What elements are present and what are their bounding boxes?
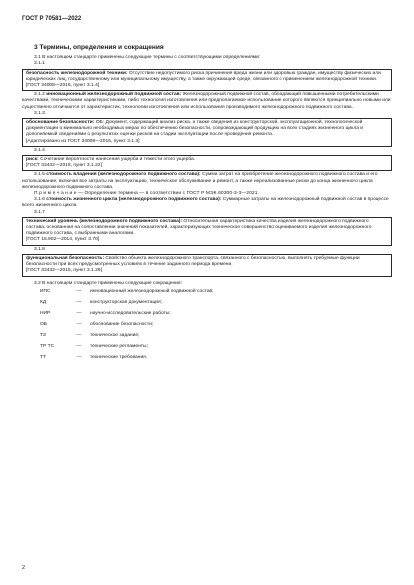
paragraph-3-1: 3.1 В настоящем стандарте применены следующие термины с соответствующими определениями:: [34, 55, 261, 61]
term-3-1-6-term: стоимость жизненного цикла (железнодорожного подвижного состава):: [46, 197, 222, 203]
abbreviation-row: [40, 298, 392, 309]
document-page: [22, 16, 392, 364]
term-3-1-1-number: 3.1.1: [34, 61, 45, 67]
term-box-3-1-4: [22, 155, 392, 171]
term-3-1-4-definition: Сочетание вероятности нанесения ущерба и тяжести этого ущерба.: [38, 157, 196, 163]
term-box-3-1-7: [22, 217, 392, 246]
abbreviation-dash: —: [76, 333, 82, 339]
term-3-1-5-definition: Сумма затрат на приобретение железнодорожного подвижного состава и его использование, включая все затраты на эксплуатацию, техническое обслуживание и ремонт, а также нереализованные риски до конца жизненного цикла железнодорожного подвижного состава.: [22, 172, 378, 190]
abbreviation-dash: —: [76, 289, 82, 295]
term-3-1-6-definition: Суммарные затраты на железнодорожный подвижной состав в процессе всего жизненного цикла.: [22, 197, 389, 209]
term-box-3-1-1: [22, 69, 392, 92]
term-3-1-3-definition: ОБ: Документ, содержащий анализ риска, а также сведения из конструкторской, эксплуатационной, технологической документации о минимально необходимых мерах по обеспечению безопасности, сопровождающий продукцию на всех стадиях жизненного цикла и дополняемый сведениями о результатах оценки рисков на стадии эксплуатации после проведения ремонта.: [26, 120, 364, 138]
abbreviation-row: [40, 287, 392, 298]
term-3-1-7-definition: Относительная характеристика качества изделия железнодорожного подвижного состава, основанная на сопоставлении значений показателей, характеризующих техническое совершенство оцениваемого изделия железнодорожного подвижного состава, с выбранными аналогами.: [26, 218, 372, 237]
term-3-1-4-term: риск:: [26, 157, 39, 163]
term-3-1-2-term: инновационный железнодорожный подвижной состав:: [46, 92, 182, 98]
term-3-1-1-text: [26, 71, 388, 83]
page-number: 2: [22, 565, 26, 571]
term-3-1-1-definition: Отсутствие недопустимого риска причинения вреда жизни или здоровью граждан, имуществу физических или юридических лиц, государственному или муниципальному имуществу, а также окружающей среде, связанного с применением железнодорожной техники.: [26, 70, 381, 82]
abbreviation-dash: —: [76, 355, 82, 361]
term-3-1-7-term: технический уровень (железнодорожного подвижного состава):: [26, 218, 183, 224]
term-3-1-6: [22, 197, 392, 209]
abbreviation-value: обоснование безопасности;: [90, 322, 154, 328]
note-text: — Определение термина — в соответствии с ГОСТ Р МЭК 60300-3-3—2021.: [76, 191, 260, 197]
term-3-1-5-term: стоимость владения (железнодорожного подвижного состава):: [46, 172, 201, 178]
abbreviation-value: технические регламенты;: [90, 344, 148, 350]
abbreviation-dash: —: [76, 344, 82, 350]
document-header: ГОСТ Р 70581—2022: [22, 16, 82, 22]
term-3-1-3-number: 3.1.3: [34, 110, 45, 116]
term-3-1-3-source: [Адаптировано из ГОСТ 34008—2016, пункт 3.1.3]: [26, 138, 140, 144]
term-box-3-1-8: [22, 254, 392, 277]
abbreviation-key: ТР ТС: [40, 344, 55, 350]
abbreviation-key: НИР: [40, 311, 51, 317]
term-3-1-8-source: [ГОСТ 33432—2015, пункт 3.1.29]: [26, 268, 102, 274]
abbreviation-row: [40, 331, 392, 342]
abbreviation-dash: —: [76, 322, 82, 328]
term-3-1-4-number: 3.1.4: [34, 147, 45, 153]
term-3-1-8-number: 3.1.8: [34, 246, 45, 252]
abbreviation-value: инновационный железнодорожный подвижной состав;: [90, 289, 214, 295]
term-3-1-3-term: обоснование безопасности:: [26, 120, 95, 126]
term-3-1-8-term: функциональная безопасность:: [26, 255, 105, 261]
abbreviation-dash: —: [76, 311, 82, 317]
term-3-1-3-text: [26, 120, 388, 139]
term-3-1-2-definition: Железнодорожный подвижной состав, обладающий повышенными потребительскими качествами, техническими характеристиками, либо технология изготовления или предполагаемое использование которого являются принципиально новыми или существенно отличаются от характеристик, технологии изготовления или использования производимого железнодорожного подвижного состава.: [22, 92, 391, 110]
abbreviation-key: ИПС: [40, 289, 51, 295]
abbreviation-key: ОБ: [40, 322, 48, 328]
abbreviations-list: [22, 287, 392, 364]
term-3-1-5: [22, 172, 392, 191]
abbreviation-value: технические требования.: [90, 355, 148, 361]
term-3-1-8-definition: Свойство объекта железнодорожного транспорта, связанного с безопасностью, выполнять требуемые функции безопасности при всех предусмотренных условиях в течение заданного периода времени.: [26, 255, 360, 268]
term-3-1-1-source: [ГОСТ 34008—2016, пункт 3.1.4]: [26, 83, 100, 89]
term-3-1-2-number: 3.1.2: [34, 92, 45, 98]
term-box-3-1-3: [22, 118, 392, 147]
abbreviation-value: конструкторская документация;: [90, 300, 163, 306]
abbreviation-row: [40, 342, 392, 353]
abbreviation-row: [40, 353, 392, 364]
abbreviation-value: техническое задание;: [90, 333, 140, 339]
term-3-1-6-number: 3.1.6: [34, 197, 45, 203]
term-3-1-8-text: [26, 256, 388, 268]
abbreviation-key: ТЗ: [40, 333, 46, 339]
abbreviation-key: ТТ: [40, 355, 46, 361]
term-3-1-2: [22, 92, 392, 111]
paragraph-3-2: 3.2 В настоящем стандарте применены следующие сокращения:: [34, 280, 182, 286]
term-3-1-4-source: [ГОСТ 33432—2015, пункт 3.1.22]: [26, 163, 102, 169]
note-label: П р и м е ч а н и е: [34, 191, 77, 197]
term-3-1-7-source: [ГОСТ 15.902—2014, пункт 3.70]: [26, 237, 100, 243]
abbreviation-value: научно-исследовательские работы;: [90, 311, 171, 317]
abbreviation-row: [40, 309, 392, 320]
abbreviation-dash: —: [76, 300, 82, 306]
section-title: 3 Термины, определения и сокращения: [34, 44, 164, 52]
abbreviation-row: [40, 320, 392, 331]
term-3-1-7-text: [26, 219, 388, 238]
abbreviation-key: КД: [40, 300, 47, 306]
term-3-1-5-number: 3.1.5: [34, 172, 45, 178]
term-3-1-7-number: 3.1.7: [34, 209, 45, 215]
term-3-1-1-term: безопасность железнодорожной техники:: [26, 70, 128, 76]
